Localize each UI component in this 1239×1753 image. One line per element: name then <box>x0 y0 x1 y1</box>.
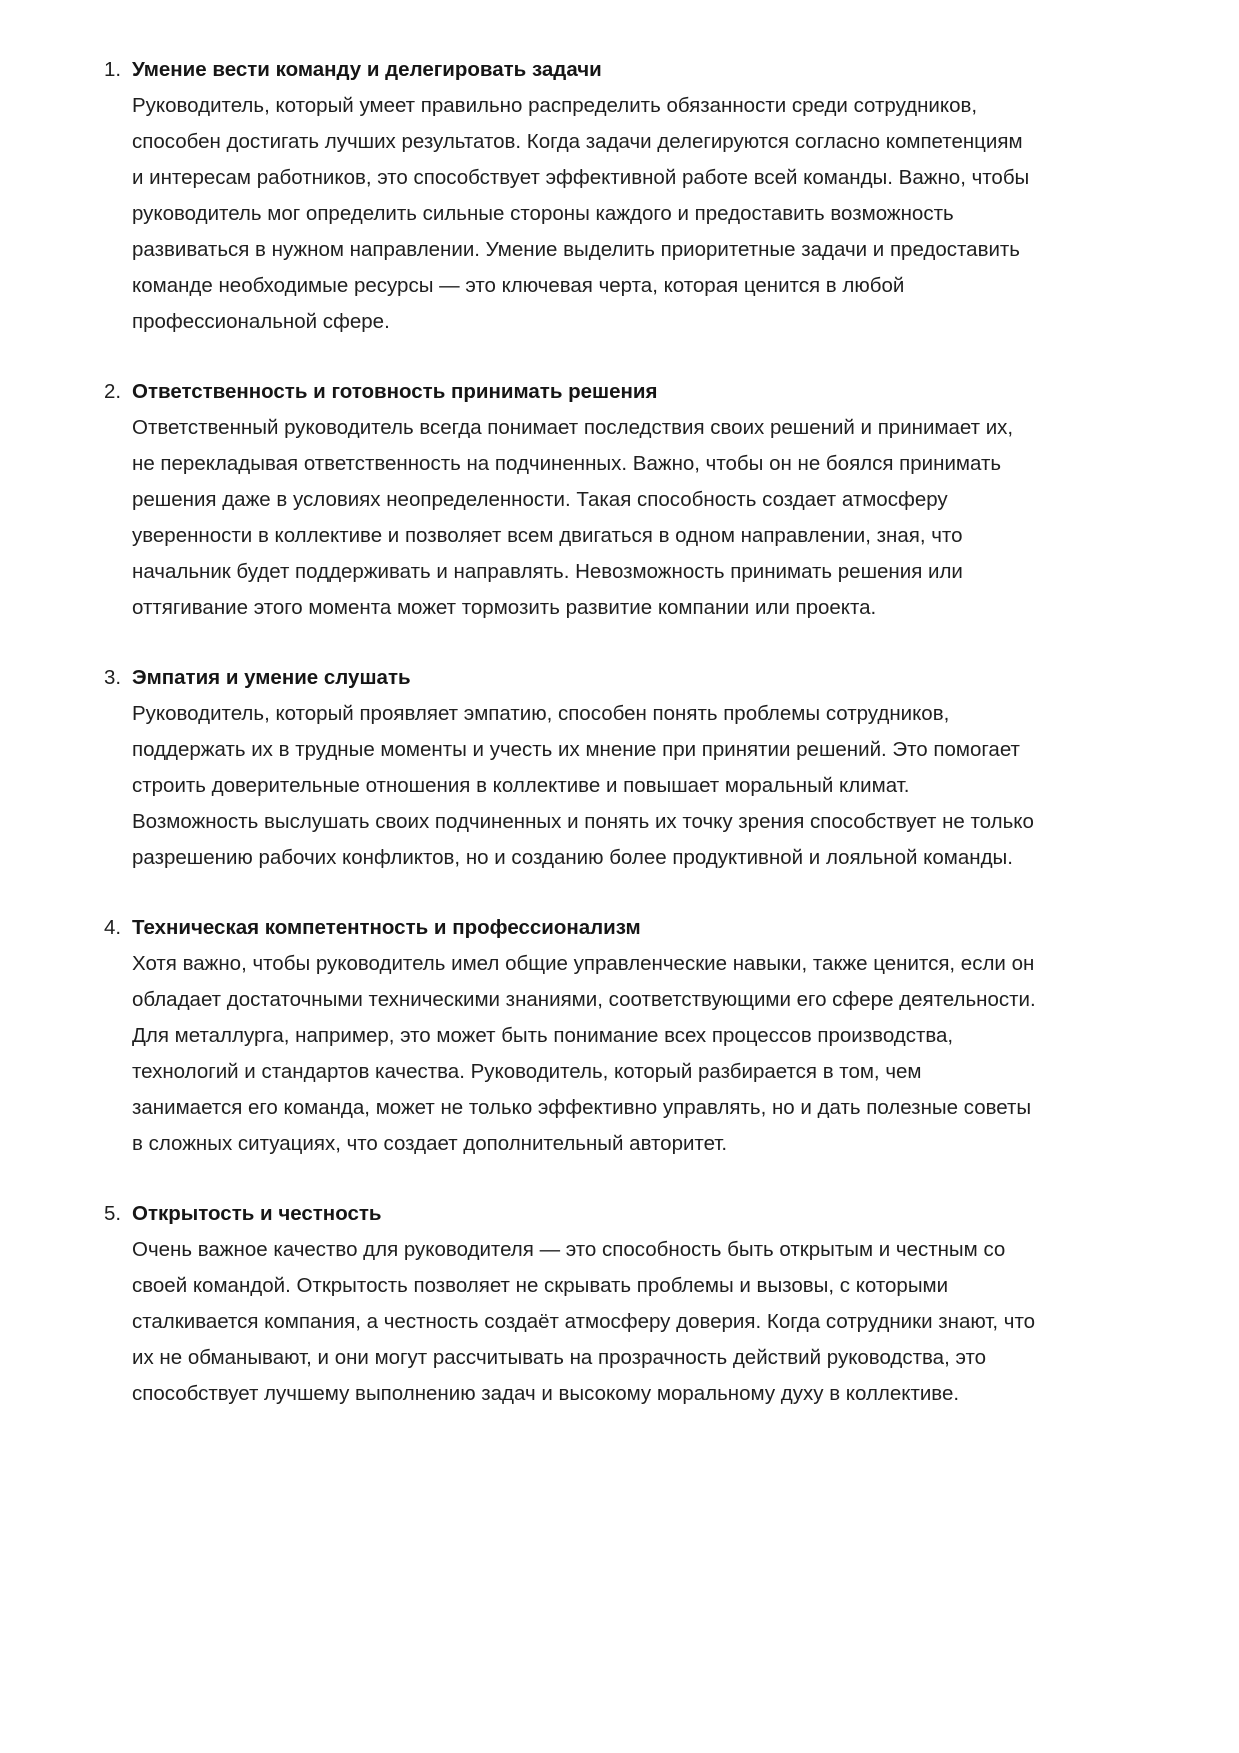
item-title: Ответственность и готовность принимать решения <box>132 380 658 403</box>
item-body: Ответственный руководитель всегда понимает последствия своих решений и принимает их, не перекладывая ответственность на подчиненных. Важно, чтобы он не боялся принимать решения даже в условиях неопределенности. Такая способность создает атмосферу уверенности в коллективе и позволяет всем двигаться в одном направлении, зная, что начальник будет поддерживать и направлять. Невозможность принимать решения или оттягивание этого момента может тормозить развитие компании или проекта. <box>132 416 1014 619</box>
item-title: Эмпатия и умение слушать <box>132 666 411 689</box>
item-number: 1. <box>104 58 122 81</box>
list-item <box>104 52 1129 340</box>
item-content <box>132 910 1037 1162</box>
item-number: 4. <box>104 916 122 939</box>
item-content <box>132 1196 1037 1412</box>
item-body: Руководитель, который проявляет эмпатию, способен понять проблемы сотрудников, поддержать их в трудные моменты и учесть их мнение при принятии решений. Это помогает строить доверительные отношения в коллективе и повышает моральный климат. Возможность выслушать своих подчиненных и понять их точку зрения способствует не только разрешению рабочих конфликтов, но и созданию более продуктивной и лояльной команды. <box>132 702 1034 869</box>
list-item <box>104 660 1129 876</box>
item-content <box>132 374 1037 626</box>
item-title: Техническая компетентность и профессионализм <box>132 916 641 939</box>
item-body: Руководитель, который умеет правильно распределить обязанности среди сотрудников, способен достигать лучших результатов. Когда задачи делегируются согласно компетенциям и интересам работников, это способствует эффективной работе всей команды. Важно, чтобы руководитель мог определить сильные стороны каждого и предоставить возможность развиваться в нужном направлении. Умение выделить приоритетные задачи и предоставить команде необходимые ресурсы — это ключевая черта, которая ценится в любой профессиональной сфере. <box>132 94 1030 333</box>
item-body: Очень важное качество для руководителя — это способность быть открытым и честным со своей командой. Открытость позволяет не скрывать проблемы и вызовы, с которыми сталкивается компания, а честность создаёт атмосферу доверия. Когда сотрудники знают, что их не обманывают, и они могут рассчитывать на прозрачность действий руководства, это способствует лучшему выполнению задач и высокому моральному духу в коллективе. <box>132 1238 1036 1405</box>
list-item <box>104 910 1129 1162</box>
item-number: 5. <box>104 1202 122 1225</box>
item-body: Хотя важно, чтобы руководитель имел общие управленческие навыки, также ценится, если он обладает достаточными техническими знаниями, соответствующими его сфере деятельности. Для металлурга, например, это может быть понимание всех процессов производства, технологий и стандартов качества. Руководитель, который разбирается в том, чем занимается его команда, может не только эффективно управлять, но и дать полезные советы в сложных ситуациях, что создает дополнительный авторитет. <box>132 952 1036 1155</box>
item-title: Открытость и честность <box>132 1202 382 1225</box>
list-item <box>104 374 1129 626</box>
item-content <box>132 52 1037 340</box>
list-item <box>104 1196 1129 1412</box>
item-title: Умение вести команду и делегировать задачи <box>132 58 602 81</box>
item-number: 3. <box>104 666 122 689</box>
item-number: 2. <box>104 380 122 403</box>
qualities-list <box>104 52 1129 1412</box>
item-content <box>132 660 1037 876</box>
